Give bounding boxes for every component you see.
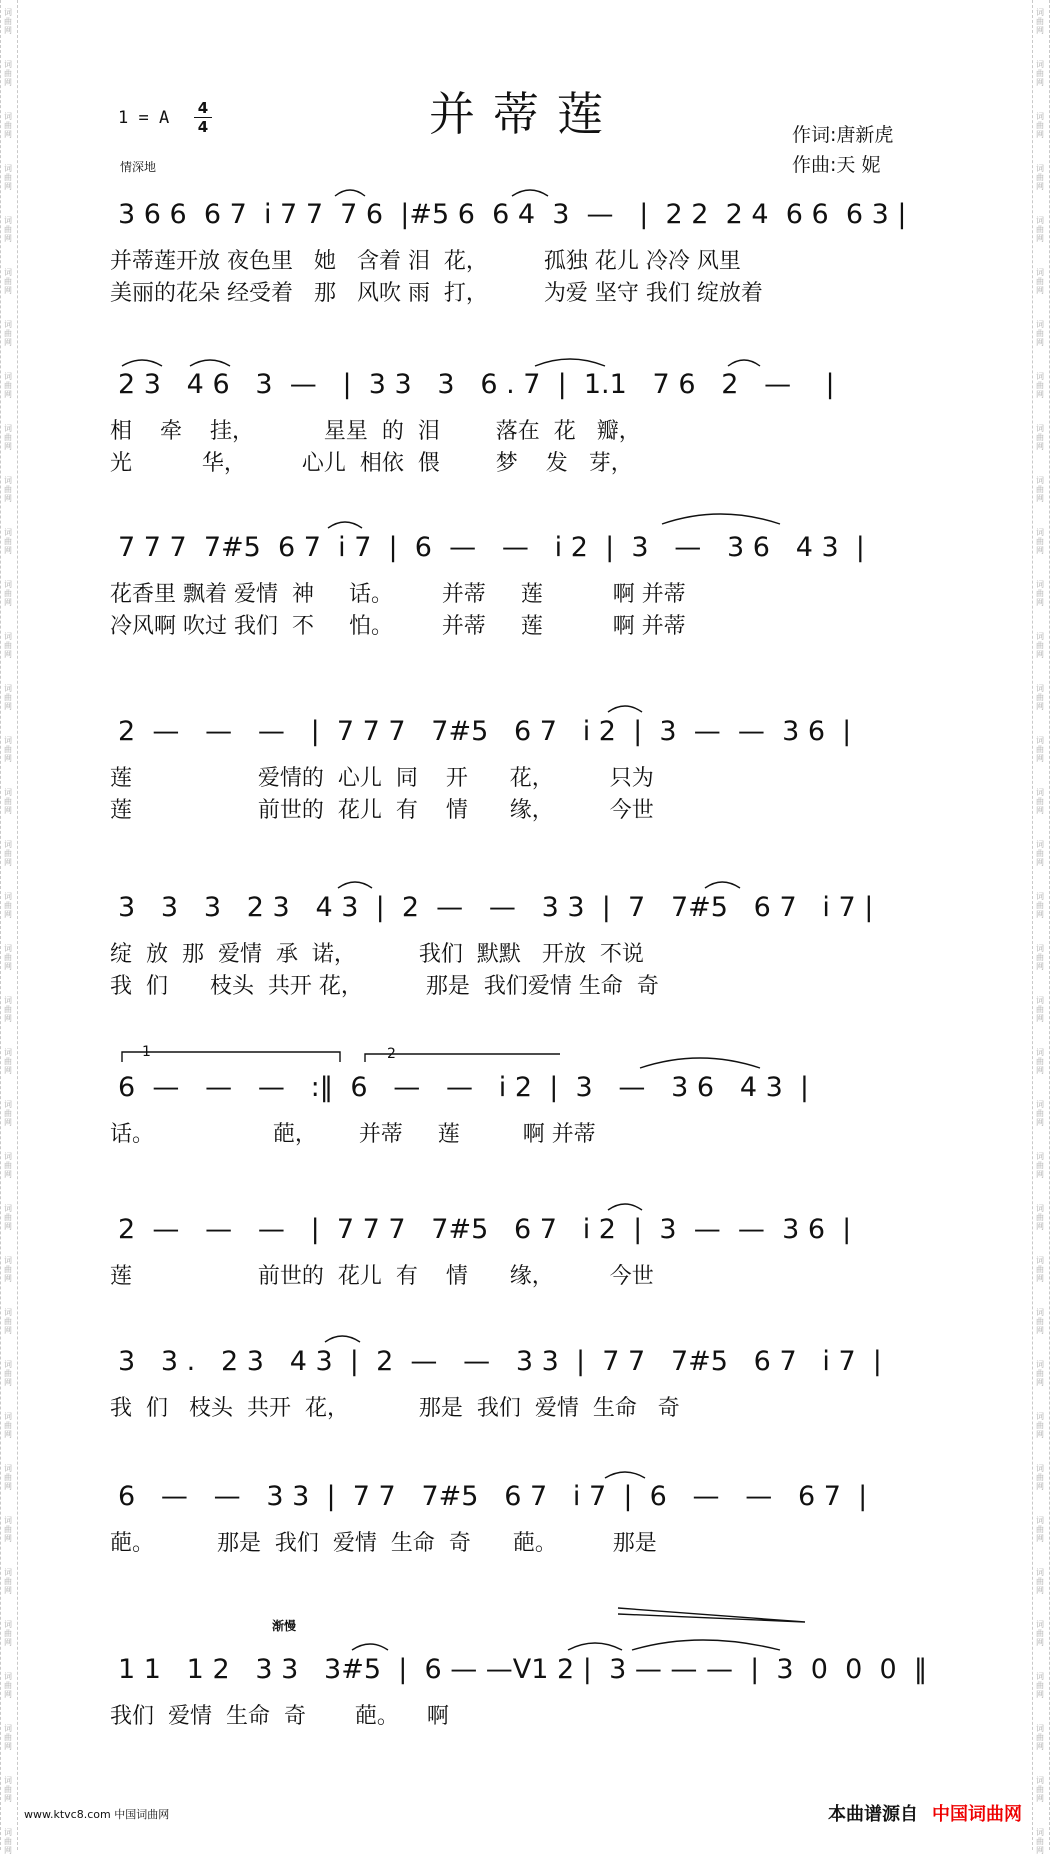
footer-source — [828, 1800, 1022, 1826]
score-system-6 — [0, 1073, 1050, 1233]
watermark-glyph: 词 曲 网 — [1036, 632, 1044, 659]
slur-mark — [190, 360, 230, 366]
watermark-glyph: 词 曲 网 — [4, 8, 12, 35]
watermark-glyph: 词 曲 网 — [4, 320, 12, 347]
watermark-glyph: 词 曲 网 — [1036, 1724, 1044, 1751]
tempo-marking: 渐慢 — [272, 1619, 297, 1633]
lyrics-verse-1: 我们 爱情 生命 奇 葩。 啊 — [110, 1704, 449, 1729]
slur-mark — [122, 360, 162, 366]
watermark-glyph: 词 曲 网 — [4, 1568, 12, 1595]
score-system-1 — [0, 200, 1050, 360]
score-system-2 — [0, 370, 1050, 530]
watermark-glyph: 词 曲 网 — [1036, 8, 1044, 35]
watermark-glyph: 词 曲 网 — [1036, 164, 1044, 191]
watermark-glyph: 词 曲 网 — [1036, 216, 1044, 243]
time-numerator: 4 — [197, 99, 209, 117]
notation-line: 3 3 . 2 3 4 3 | 2 — — 3 3 | 7 7 7#5 6 7 i 7 | — [118, 1346, 882, 1377]
lyrics-verse-1: 相 牵 挂， 星星 的 泪 落在 花 瓣， — [110, 419, 641, 444]
slur-mark — [705, 882, 740, 888]
watermark-glyph: 词 曲 网 — [4, 268, 12, 295]
watermark-glyph: 词 曲 网 — [4, 580, 12, 607]
watermark-glyph: 词 曲 网 — [1036, 1776, 1044, 1803]
watermark-glyph: 词 曲 网 — [4, 528, 12, 555]
slur-mark — [352, 1644, 388, 1650]
song-title: 并蒂莲 — [429, 87, 621, 141]
watermark-glyph: 词 曲 网 — [1036, 268, 1044, 295]
watermark-glyph: 词 曲 网 — [4, 1256, 12, 1283]
lyrics-verse-2: 美丽的花朵 经受着 那 风吹 雨 打， 为爱 坚守 我们 绽放着 — [110, 281, 763, 306]
watermark-glyph: 词 曲 网 — [1036, 424, 1044, 451]
lyrics-verse-2: 莲 前世的 花儿 有 情 缘， 今世 — [110, 798, 654, 823]
watermark-glyph: 词 曲 网 — [4, 1204, 12, 1231]
watermark-glyph: 词 曲 网 — [1036, 736, 1044, 763]
watermark-glyph: 词 曲 网 — [1036, 60, 1044, 87]
watermark-glyph: 词 曲 网 — [4, 788, 12, 815]
watermark-glyph: 词 曲 网 — [1036, 1308, 1044, 1335]
slur-mark — [338, 882, 372, 888]
lyrics-verse-2: 光 华， 心儿 相依 偎 梦 发 芽， — [110, 451, 633, 476]
lyrics-verse-1: 绽 放 那 爱情 承 诺， 我们 默默 开放 不说 — [110, 942, 644, 967]
watermark-glyph: 词 曲 网 — [4, 1516, 12, 1543]
volta-1-bracket — [122, 1052, 340, 1062]
footer-source-label: 本曲谱源自 — [828, 1804, 918, 1825]
watermark-glyph: 词 曲 网 — [1036, 476, 1044, 503]
watermark-glyph: 词 曲 网 — [1036, 580, 1044, 607]
notation-line: 7 7 7 7#5 6 7 i 7 | 6 — — i 2 | 3 — 3 6 4 3 | — [118, 532, 865, 563]
watermark-glyph: 词 曲 网 — [4, 684, 12, 711]
watermark-glyph: 词 曲 网 — [4, 892, 12, 919]
lyrics-verse-1: 花香里 飘着 爱情 神 话。 并蒂 莲 啊 并蒂 — [110, 582, 686, 607]
watermark-glyph: 词 曲 网 — [1036, 1360, 1044, 1387]
expression-marking: 情深地 — [120, 160, 157, 174]
watermark-glyph: 词 曲 网 — [4, 1048, 12, 1075]
watermark-glyph: 词 曲 网 — [4, 840, 12, 867]
watermark-glyph: 词 曲 网 — [1036, 320, 1044, 347]
watermark-glyph: 词 曲 网 — [4, 1724, 12, 1751]
watermark-glyph: 词 曲 网 — [1036, 1152, 1044, 1179]
lyrics-verse-1: 葩。 那是 我们 爱情 生命 奇 葩。 那是 — [110, 1531, 657, 1556]
notation-line: 3 6 6 6 7 i 7 7 7 6 |#5 6 6 4 3 — | 2 2 2 4 6 6 6 3 | — [118, 199, 907, 230]
slur-mark — [335, 190, 365, 196]
notation-line: 6 — — — :‖ 6 — — i 2 | 3 — 3 6 4 3 | — [118, 1072, 810, 1103]
watermark-glyph: 词 曲 网 — [4, 164, 12, 191]
watermark-glyph: 词 曲 网 — [1036, 528, 1044, 555]
notation-line: 6 — — 3 3 | 7 7 7#5 6 7 i 7 | 6 — — 6 7 | — [118, 1481, 868, 1512]
watermark-glyph: 词 曲 网 — [1036, 944, 1044, 971]
slur-mark — [535, 359, 605, 366]
watermark-glyph: 词 曲 网 — [1036, 1204, 1044, 1231]
time-denominator: 4 — [194, 117, 212, 136]
lyrics-verse-2: 冷风啊 吹过 我们 不 怕。 并蒂 莲 啊 并蒂 — [110, 614, 686, 639]
watermark-glyph: 词 曲 网 — [4, 1672, 12, 1699]
score-system-4 — [0, 717, 1050, 877]
watermark-glyph: 词 曲 网 — [1036, 840, 1044, 867]
watermark-glyph: 词 曲 网 — [1036, 1672, 1044, 1699]
watermark-glyph: 词 曲 网 — [4, 1620, 12, 1647]
watermark-glyph: 词 曲 网 — [4, 1360, 12, 1387]
lyrics-verse-1: 并蒂莲开放 夜色里 她 含着 泪 花， 孤独 花儿 冷冷 风里 — [110, 249, 741, 274]
watermark-glyph: 词 曲 网 — [4, 736, 12, 763]
watermark-glyph: 词 曲 网 — [4, 1464, 12, 1491]
composer-credit: 作曲:天 妮 — [792, 154, 881, 176]
lyrics-verse-1: 话。 葩， 并蒂 莲 啊 并蒂 — [110, 1122, 596, 1147]
lyrics-verse-1: 莲 爱情的 心儿 同 开 花， 只为 — [110, 766, 654, 791]
volta-1-label: 1 — [142, 1044, 151, 1060]
watermark-glyph: 词 曲 网 — [1036, 372, 1044, 399]
watermark-glyph: 词 曲 网 — [1036, 1256, 1044, 1283]
notation-line: 1 1 1 2 3 3 3#5 | 6 — —V1 2 | 3 — — — | 3 0 0 0 ‖ — [118, 1654, 928, 1685]
watermark-glyph: 词 曲 网 — [4, 112, 12, 139]
lyrics-verse-1: 我 们 枝头 共开 花， 那是 我们 爱情 生命 奇 — [110, 1396, 680, 1421]
watermark-glyph: 词 曲 网 — [4, 60, 12, 87]
notation-line: 2 3 4 6 3 — | 3 3 3 6 . 7 | 1.1 7 6 2 — | — [118, 369, 835, 400]
watermark-glyph: 词 曲 网 — [4, 1100, 12, 1127]
score-system-9 — [0, 1482, 1050, 1642]
slur-mark — [640, 1058, 760, 1068]
slur-mark — [512, 190, 548, 196]
watermark-glyph: 词 曲 网 — [4, 1152, 12, 1179]
watermark-glyph: 词 曲 网 — [4, 216, 12, 243]
footer-site-url: www.ktvc8.com 中国词曲网 — [24, 1808, 170, 1821]
watermark-glyph: 词 曲 网 — [4, 1828, 12, 1855]
score-system-5 — [0, 893, 1050, 1053]
watermark-glyph: 词 曲 网 — [1036, 1568, 1044, 1595]
watermark-glyph: 词 曲 网 — [1036, 1100, 1044, 1127]
footer-brand-link[interactable]: 中国词曲网 — [932, 1804, 1022, 1825]
slur-mark — [728, 360, 760, 366]
time-signature — [194, 99, 212, 136]
watermark-glyph: 词 曲 网 — [1036, 788, 1044, 815]
watermark-glyph: 词 曲 网 — [4, 1308, 12, 1335]
watermark-glyph: 词 曲 网 — [4, 1776, 12, 1803]
notation-line: 2 — — — | 7 7 7 7#5 6 7 i 2 | 3 — — 3 6 | — [118, 1214, 852, 1245]
slur-mark — [608, 706, 642, 712]
notation-line: 3 3 3 2 3 4 3 | 2 — — 3 3 | 7 7#5 6 7 i 7 | — [118, 892, 874, 923]
watermark-glyph: 词 曲 网 — [4, 476, 12, 503]
watermark-glyph: 词 曲 网 — [1036, 1516, 1044, 1543]
watermark-glyph: 词 曲 网 — [4, 944, 12, 971]
lyrics-verse-2: 我 们 枝头 共开 花， 那是 我们爱情 生命 奇 — [110, 974, 659, 999]
watermark-glyph: 词 曲 网 — [1036, 1048, 1044, 1075]
watermark-glyph: 词 曲 网 — [1036, 684, 1044, 711]
slur-mark — [568, 1643, 622, 1650]
watermark-glyph: 词 曲 网 — [1036, 112, 1044, 139]
lyricist-credit: 作词:唐新虎 — [792, 124, 894, 146]
watermark-glyph: 词 曲 网 — [4, 1412, 12, 1439]
watermark-glyph: 词 曲 网 — [1036, 1412, 1044, 1439]
watermark-glyph: 词 曲 网 — [4, 996, 12, 1023]
watermark-glyph: 词 曲 网 — [4, 372, 12, 399]
watermark-glyph: 词 曲 网 — [4, 424, 12, 451]
watermark-glyph: 词 曲 网 — [1036, 996, 1044, 1023]
watermark-glyph: 词 曲 网 — [1036, 1620, 1044, 1647]
notation-line: 2 — — — | 7 7 7 7#5 6 7 i 2 | 3 — — 3 6 | — [118, 716, 852, 747]
watermark-glyph: 词 曲 网 — [1036, 892, 1044, 919]
volta-2-label: 2 — [387, 1046, 396, 1062]
lyrics-verse-1: 莲 前世的 花儿 有 情 缘， 今世 — [110, 1264, 654, 1289]
watermark-glyph: 词 曲 网 — [1036, 1828, 1044, 1855]
watermark-glyph: 词 曲 网 — [1036, 1464, 1044, 1491]
score-system-3 — [0, 533, 1050, 693]
score-system-10 — [0, 1655, 1050, 1815]
key-signature: 1 = A — [118, 108, 170, 128]
watermark-glyph: 词 曲 网 — [4, 632, 12, 659]
